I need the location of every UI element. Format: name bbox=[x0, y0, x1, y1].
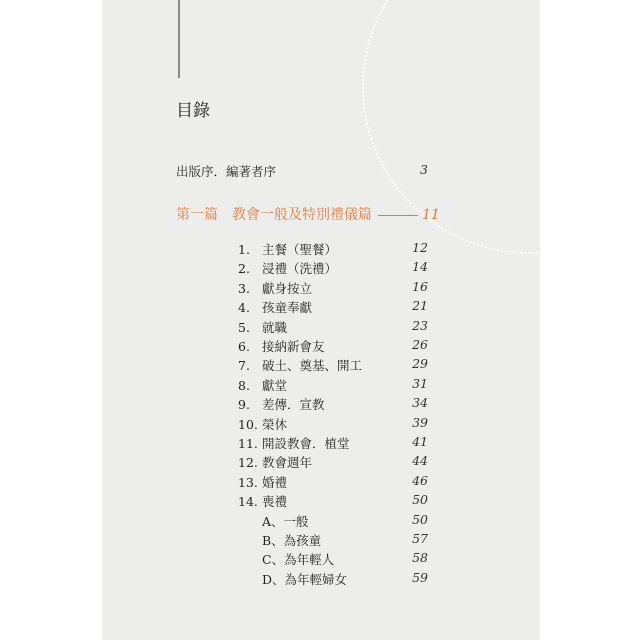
preface-label: 出版序．編著者序 bbox=[176, 164, 277, 179]
toc-item-number: 11. bbox=[238, 436, 258, 451]
toc-item-page: 41 bbox=[412, 434, 428, 449]
toc-item-label: 接納新會友 bbox=[262, 339, 325, 354]
toc-item-page: 23 bbox=[412, 317, 428, 333]
toc-item bbox=[238, 395, 325, 413]
toc-item-page: 16 bbox=[412, 278, 428, 294]
toc-item-label: 喪禮 bbox=[262, 494, 288, 510]
toc-item bbox=[238, 318, 287, 336]
toc-item-label: 獻身按立 bbox=[262, 280, 313, 296]
toc-item-number: 9. bbox=[238, 397, 250, 413]
toc-item bbox=[238, 434, 350, 452]
toc-item bbox=[238, 453, 312, 471]
toc-item bbox=[238, 337, 325, 355]
toc-item-page: 39 bbox=[412, 414, 428, 430]
toc-item-number: 12. bbox=[238, 455, 258, 471]
toc-item-number: 14. bbox=[238, 494, 258, 510]
toc-subitem-page: 50 bbox=[412, 511, 428, 527]
toc-item-page: 31 bbox=[412, 375, 428, 391]
toc-item bbox=[238, 492, 287, 510]
toc-item-page: 21 bbox=[412, 298, 428, 314]
toc-item-number: 2. bbox=[238, 261, 250, 277]
toc-item-number: 4. bbox=[238, 300, 250, 316]
section-page: 11 bbox=[422, 207, 440, 223]
preface-entry bbox=[176, 162, 276, 180]
toc-subitem: A、一般 bbox=[262, 513, 309, 529]
section-prefix: 第一篇 bbox=[176, 207, 218, 223]
section-title bbox=[176, 204, 440, 224]
toc-subitem-page: 59 bbox=[412, 569, 428, 585]
toc-item-page: 50 bbox=[412, 492, 428, 508]
toc-subitem: B、為孩童 bbox=[262, 533, 322, 548]
book-page bbox=[102, 0, 540, 640]
toc-item-page: 14 bbox=[412, 259, 428, 275]
toc-item-label: 孩童奉獻 bbox=[262, 300, 313, 316]
toc-item bbox=[238, 415, 287, 433]
toc-subitem: D、為年輕婦女 bbox=[262, 571, 348, 587]
toc-item bbox=[238, 376, 287, 394]
toc-item-page: 12 bbox=[412, 240, 428, 255]
toc-item-number: 3. bbox=[238, 280, 250, 296]
toc-item bbox=[238, 240, 337, 258]
toc-subitem-page: 57 bbox=[412, 531, 428, 546]
toc-item-label: 婚禮 bbox=[262, 474, 288, 490]
toc-item-page: 29 bbox=[412, 356, 428, 372]
toc-item-label: 獻堂 bbox=[262, 377, 288, 393]
toc-item-page: 34 bbox=[412, 395, 428, 411]
toc-item-number: 6. bbox=[238, 339, 250, 354]
toc-item-label: 就職 bbox=[262, 319, 288, 335]
toc-item bbox=[238, 356, 362, 374]
section-dash bbox=[378, 215, 418, 216]
toc-item-number: 5. bbox=[238, 319, 250, 335]
toc-item bbox=[238, 473, 287, 491]
toc-item-page: 26 bbox=[412, 337, 428, 352]
toc-item-label: 破土、奠基、開工 bbox=[262, 358, 363, 374]
toc-item-label: 開設教會．植堂 bbox=[262, 436, 350, 451]
toc-item-number: 8. bbox=[238, 377, 250, 393]
toc-subitem: C、為年輕人 bbox=[262, 552, 335, 568]
toc-item-number: 7. bbox=[238, 358, 250, 374]
toc-item bbox=[238, 298, 312, 316]
toc-item-label: 差傳．宣教 bbox=[262, 397, 325, 413]
toc-item-number: 10. bbox=[238, 416, 258, 432]
toc-item-page: 44 bbox=[412, 453, 428, 469]
toc-item-label: 主餐（聖餐） bbox=[262, 242, 338, 257]
toc-item-label: 榮休 bbox=[262, 416, 288, 432]
toc-subitem-page: 58 bbox=[412, 550, 428, 566]
toc-item-label: 教會週年 bbox=[262, 455, 313, 471]
toc-item bbox=[238, 259, 337, 277]
section-name: 教會一般及特別禮儀篇 bbox=[232, 207, 372, 223]
vertical-rule bbox=[178, 0, 180, 78]
toc-item bbox=[238, 279, 312, 297]
toc-item-page: 46 bbox=[412, 472, 428, 488]
toc-item-number: 1. bbox=[238, 242, 250, 257]
toc-item-number: 13. bbox=[238, 474, 258, 490]
toc-item-label: 浸禮（洗禮） bbox=[262, 261, 338, 277]
toc-heading: 目錄 bbox=[176, 101, 210, 121]
preface-page: 3 bbox=[420, 162, 428, 177]
